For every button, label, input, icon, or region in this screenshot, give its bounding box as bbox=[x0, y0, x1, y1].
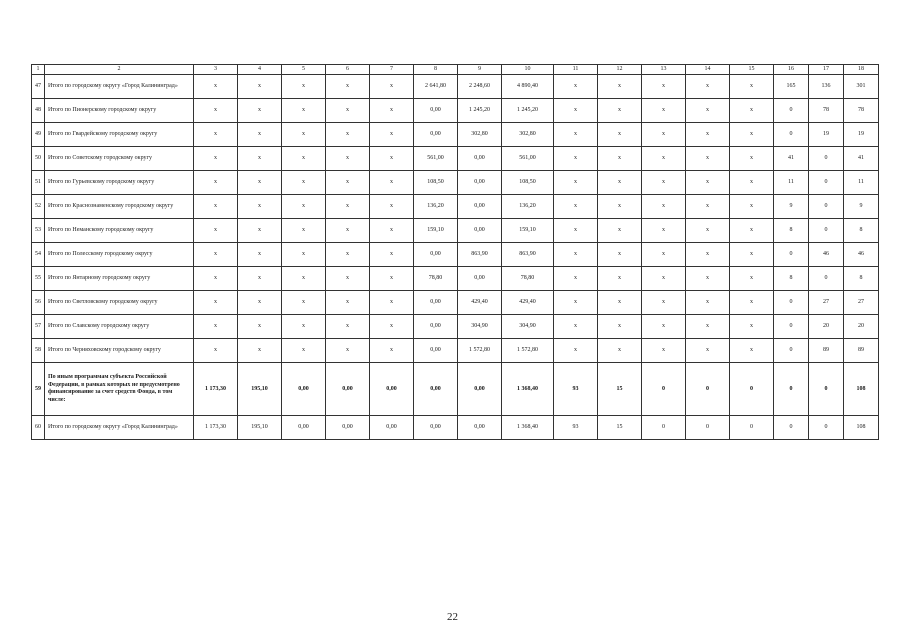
summary-table bbox=[31, 64, 879, 440]
value-cell: х bbox=[326, 123, 370, 147]
value-cell: х bbox=[326, 219, 370, 243]
value-cell: 11 bbox=[844, 171, 879, 195]
value-cell: х bbox=[238, 339, 282, 363]
value-cell: 1 572,80 bbox=[502, 339, 554, 363]
value-cell: х bbox=[282, 291, 326, 315]
row-number-cell: 55 bbox=[32, 267, 45, 291]
column-number-header: 17 bbox=[809, 65, 844, 75]
value-cell: х bbox=[370, 195, 414, 219]
value-cell: х bbox=[282, 339, 326, 363]
value-cell: 0 bbox=[686, 363, 730, 416]
row-name-cell: Итого по городскому округу «Город Калининград» bbox=[45, 416, 194, 440]
value-cell: х bbox=[730, 123, 774, 147]
column-number-header: 11 bbox=[554, 65, 598, 75]
value-cell: х bbox=[686, 339, 730, 363]
value-cell: х bbox=[326, 315, 370, 339]
value-cell: 0 bbox=[809, 219, 844, 243]
value-cell: 0 bbox=[774, 123, 809, 147]
column-number-header: 14 bbox=[686, 65, 730, 75]
data-sheet bbox=[31, 64, 874, 440]
value-cell: 9 bbox=[774, 195, 809, 219]
value-cell: х bbox=[282, 123, 326, 147]
table-row bbox=[32, 123, 879, 147]
value-cell: 0,00 bbox=[414, 416, 458, 440]
value-cell: 108,50 bbox=[414, 171, 458, 195]
table-header-row bbox=[32, 65, 879, 75]
page-number: 22 bbox=[447, 611, 458, 623]
value-cell: 0,00 bbox=[458, 267, 502, 291]
column-number-header: 7 bbox=[370, 65, 414, 75]
value-cell: х bbox=[238, 267, 282, 291]
value-cell: х bbox=[370, 315, 414, 339]
value-cell: 195,10 bbox=[238, 363, 282, 416]
value-cell: 0 bbox=[730, 416, 774, 440]
value-cell: 0 bbox=[686, 416, 730, 440]
value-cell: х bbox=[686, 75, 730, 99]
value-cell: 0 bbox=[730, 363, 774, 416]
value-cell: х bbox=[370, 99, 414, 123]
value-cell: 301 bbox=[844, 75, 879, 99]
table-row bbox=[32, 195, 879, 219]
value-cell: х bbox=[238, 195, 282, 219]
value-cell: х bbox=[326, 75, 370, 99]
value-cell: 89 bbox=[844, 339, 879, 363]
value-cell: х bbox=[282, 267, 326, 291]
row-name-cell: Итого по Гурьевскому городскому округу bbox=[45, 171, 194, 195]
value-cell: 0,00 bbox=[414, 123, 458, 147]
value-cell: 0 bbox=[809, 147, 844, 171]
row-number-cell: 50 bbox=[32, 147, 45, 171]
value-cell: 0 bbox=[809, 267, 844, 291]
table-row bbox=[32, 147, 879, 171]
value-cell: х bbox=[730, 75, 774, 99]
value-cell: 0 bbox=[774, 315, 809, 339]
row-name-cell: Итого по Советскому городскому округу bbox=[45, 147, 194, 171]
value-cell: 78 bbox=[809, 99, 844, 123]
table-body bbox=[32, 65, 879, 440]
value-cell: х bbox=[194, 243, 238, 267]
value-cell: х bbox=[238, 147, 282, 171]
value-cell: х bbox=[730, 291, 774, 315]
value-cell: 9 bbox=[844, 195, 879, 219]
row-number-cell: 49 bbox=[32, 123, 45, 147]
table-row bbox=[32, 363, 879, 416]
value-cell: х bbox=[730, 195, 774, 219]
row-number-cell: 51 bbox=[32, 171, 45, 195]
value-cell: 0 bbox=[774, 416, 809, 440]
column-number-header: 16 bbox=[774, 65, 809, 75]
value-cell: х bbox=[642, 243, 686, 267]
value-cell: х bbox=[554, 195, 598, 219]
value-cell: х bbox=[238, 75, 282, 99]
row-name-cell: Итого по Краснознаменскому городскому округу bbox=[45, 195, 194, 219]
value-cell: х bbox=[642, 219, 686, 243]
value-cell: х bbox=[598, 195, 642, 219]
value-cell: х bbox=[598, 267, 642, 291]
value-cell: х bbox=[370, 147, 414, 171]
value-cell: х bbox=[238, 291, 282, 315]
value-cell: 1 173,30 bbox=[194, 416, 238, 440]
value-cell: х bbox=[686, 147, 730, 171]
value-cell: х bbox=[554, 291, 598, 315]
value-cell: х bbox=[554, 99, 598, 123]
table-row bbox=[32, 267, 879, 291]
row-number-cell: 52 bbox=[32, 195, 45, 219]
value-cell: х bbox=[326, 171, 370, 195]
column-number-header: 2 bbox=[45, 65, 194, 75]
value-cell: 41 bbox=[844, 147, 879, 171]
value-cell: 0,00 bbox=[326, 416, 370, 440]
row-name-cell: Итого по Гвардейскому городскому округу bbox=[45, 123, 194, 147]
row-number-cell: 48 bbox=[32, 99, 45, 123]
row-number-cell: 53 bbox=[32, 219, 45, 243]
value-cell: 302,80 bbox=[458, 123, 502, 147]
value-cell: х bbox=[282, 219, 326, 243]
value-cell: 302,80 bbox=[502, 123, 554, 147]
value-cell: х bbox=[598, 171, 642, 195]
value-cell: 195,10 bbox=[238, 416, 282, 440]
value-cell: 2 641,80 bbox=[414, 75, 458, 99]
row-number-cell: 54 bbox=[32, 243, 45, 267]
value-cell: 0 bbox=[642, 363, 686, 416]
value-cell: 0,00 bbox=[282, 363, 326, 416]
value-cell: 78,80 bbox=[414, 267, 458, 291]
value-cell: 0 bbox=[774, 363, 809, 416]
value-cell: х bbox=[238, 171, 282, 195]
value-cell: х bbox=[282, 147, 326, 171]
value-cell: 89 bbox=[809, 339, 844, 363]
value-cell: 165 bbox=[774, 75, 809, 99]
value-cell: х bbox=[238, 99, 282, 123]
column-number-header: 18 bbox=[844, 65, 879, 75]
value-cell: х bbox=[730, 339, 774, 363]
value-cell: 0,00 bbox=[458, 147, 502, 171]
value-cell: 15 bbox=[598, 416, 642, 440]
value-cell: 0,00 bbox=[458, 363, 502, 416]
value-cell: 0,00 bbox=[370, 416, 414, 440]
value-cell: х bbox=[598, 147, 642, 171]
column-number-header: 5 bbox=[282, 65, 326, 75]
value-cell: х bbox=[598, 243, 642, 267]
value-cell: х bbox=[686, 243, 730, 267]
value-cell: 20 bbox=[844, 315, 879, 339]
value-cell: х bbox=[642, 315, 686, 339]
value-cell: 2 248,60 bbox=[458, 75, 502, 99]
table-row bbox=[32, 99, 879, 123]
value-cell: х bbox=[686, 267, 730, 291]
value-cell: 1 368,40 bbox=[502, 416, 554, 440]
value-cell: 0,00 bbox=[458, 219, 502, 243]
value-cell: х bbox=[554, 339, 598, 363]
row-name-cell: Итого по Черняховскому городскому округу bbox=[45, 339, 194, 363]
row-name-cell: Итого по городскому округу «Город Калининград» bbox=[45, 75, 194, 99]
column-number-header: 8 bbox=[414, 65, 458, 75]
value-cell: х bbox=[194, 195, 238, 219]
value-cell: х bbox=[730, 99, 774, 123]
value-cell: х bbox=[642, 123, 686, 147]
value-cell: х bbox=[598, 123, 642, 147]
row-name-cell: Итого по Славскому городскому округу bbox=[45, 315, 194, 339]
value-cell: х bbox=[730, 243, 774, 267]
value-cell: х bbox=[370, 267, 414, 291]
column-number-header: 12 bbox=[598, 65, 642, 75]
value-cell: 0,00 bbox=[414, 363, 458, 416]
value-cell: 27 bbox=[844, 291, 879, 315]
value-cell: 46 bbox=[809, 243, 844, 267]
value-cell: 0,00 bbox=[282, 416, 326, 440]
value-cell: х bbox=[554, 219, 598, 243]
column-number-header: 3 bbox=[194, 65, 238, 75]
value-cell: 93 bbox=[554, 416, 598, 440]
value-cell: 0,00 bbox=[414, 99, 458, 123]
value-cell: 0,00 bbox=[458, 171, 502, 195]
value-cell: 0,00 bbox=[458, 195, 502, 219]
value-cell: 19 bbox=[844, 123, 879, 147]
column-number-header: 9 bbox=[458, 65, 502, 75]
value-cell: х bbox=[282, 75, 326, 99]
value-cell: х bbox=[194, 99, 238, 123]
value-cell: 304,90 bbox=[458, 315, 502, 339]
value-cell: х bbox=[730, 147, 774, 171]
column-number-header: 10 bbox=[502, 65, 554, 75]
value-cell: х bbox=[370, 75, 414, 99]
value-cell: 0 bbox=[809, 416, 844, 440]
value-cell: 0 bbox=[774, 99, 809, 123]
value-cell: 8 bbox=[844, 219, 879, 243]
value-cell: х bbox=[554, 267, 598, 291]
value-cell: 108 bbox=[844, 363, 879, 416]
value-cell: х bbox=[370, 339, 414, 363]
row-number-cell: 56 bbox=[32, 291, 45, 315]
table-row bbox=[32, 219, 879, 243]
value-cell: 0,00 bbox=[458, 416, 502, 440]
value-cell: х bbox=[238, 219, 282, 243]
value-cell: 561,00 bbox=[502, 147, 554, 171]
value-cell: х bbox=[326, 267, 370, 291]
row-number-cell: 60 bbox=[32, 416, 45, 440]
value-cell: х bbox=[554, 123, 598, 147]
table-row bbox=[32, 416, 879, 440]
value-cell: х bbox=[554, 147, 598, 171]
value-cell: х bbox=[598, 75, 642, 99]
value-cell: 0 bbox=[774, 243, 809, 267]
row-name-cell: Итого по Светловскому городскому округу bbox=[45, 291, 194, 315]
column-number-header: 4 bbox=[238, 65, 282, 75]
value-cell: х bbox=[326, 99, 370, 123]
row-number-cell: 47 bbox=[32, 75, 45, 99]
value-cell: 304,90 bbox=[502, 315, 554, 339]
value-cell: х bbox=[282, 243, 326, 267]
value-cell: 4 890,40 bbox=[502, 75, 554, 99]
value-cell: 0 bbox=[809, 171, 844, 195]
column-number-header: 6 bbox=[326, 65, 370, 75]
value-cell: х bbox=[686, 219, 730, 243]
value-cell: 27 bbox=[809, 291, 844, 315]
value-cell: х bbox=[642, 291, 686, 315]
value-cell: х bbox=[642, 267, 686, 291]
row-name-cell: Итого по Янтарному городскому округу bbox=[45, 267, 194, 291]
value-cell: х bbox=[194, 315, 238, 339]
value-cell: х bbox=[598, 291, 642, 315]
value-cell: 41 bbox=[774, 147, 809, 171]
value-cell: 108 bbox=[844, 416, 879, 440]
value-cell: х bbox=[686, 123, 730, 147]
value-cell: х bbox=[326, 243, 370, 267]
value-cell: х bbox=[194, 123, 238, 147]
value-cell: х bbox=[326, 291, 370, 315]
table-row bbox=[32, 339, 879, 363]
value-cell: 1 572,80 bbox=[458, 339, 502, 363]
table-row bbox=[32, 243, 879, 267]
value-cell: х bbox=[686, 171, 730, 195]
value-cell: х bbox=[642, 339, 686, 363]
value-cell: 0 bbox=[809, 195, 844, 219]
value-cell: 0,00 bbox=[414, 339, 458, 363]
value-cell: х bbox=[282, 99, 326, 123]
value-cell: 1 245,20 bbox=[458, 99, 502, 123]
value-cell: 0,00 bbox=[326, 363, 370, 416]
value-cell: х bbox=[326, 195, 370, 219]
value-cell: х bbox=[642, 195, 686, 219]
value-cell: х bbox=[598, 339, 642, 363]
value-cell: 0 bbox=[809, 363, 844, 416]
value-cell: х bbox=[686, 291, 730, 315]
row-name-cell: Итого по Полесскому городскому округу bbox=[45, 243, 194, 267]
value-cell: х bbox=[370, 243, 414, 267]
value-cell: 0 bbox=[774, 339, 809, 363]
value-cell: 0 bbox=[774, 291, 809, 315]
value-cell: х bbox=[686, 315, 730, 339]
value-cell: 93 bbox=[554, 363, 598, 416]
value-cell: 0,00 bbox=[370, 363, 414, 416]
value-cell: х bbox=[642, 75, 686, 99]
value-cell: х bbox=[598, 219, 642, 243]
value-cell: 159,10 bbox=[414, 219, 458, 243]
value-cell: х bbox=[194, 219, 238, 243]
value-cell: х bbox=[554, 243, 598, 267]
value-cell: х bbox=[282, 171, 326, 195]
value-cell: 429,40 bbox=[502, 291, 554, 315]
row-name-cell: Итого по Неманскому городскому округу bbox=[45, 219, 194, 243]
value-cell: х bbox=[194, 75, 238, 99]
value-cell: х bbox=[730, 219, 774, 243]
value-cell: х bbox=[686, 99, 730, 123]
value-cell: 863,90 bbox=[458, 243, 502, 267]
value-cell: х bbox=[326, 147, 370, 171]
value-cell: х bbox=[238, 123, 282, 147]
value-cell: х bbox=[370, 291, 414, 315]
value-cell: х bbox=[238, 315, 282, 339]
value-cell: х bbox=[686, 195, 730, 219]
value-cell: х bbox=[598, 315, 642, 339]
value-cell: х bbox=[282, 315, 326, 339]
value-cell: х bbox=[642, 99, 686, 123]
value-cell: 78 bbox=[844, 99, 879, 123]
table-row bbox=[32, 291, 879, 315]
value-cell: 20 bbox=[809, 315, 844, 339]
value-cell: х bbox=[370, 171, 414, 195]
value-cell: х bbox=[238, 243, 282, 267]
value-cell: х bbox=[326, 339, 370, 363]
value-cell: 1 368,40 bbox=[502, 363, 554, 416]
table-row bbox=[32, 171, 879, 195]
value-cell: х bbox=[554, 315, 598, 339]
value-cell: х bbox=[554, 75, 598, 99]
value-cell: х bbox=[598, 99, 642, 123]
value-cell: 561,00 bbox=[414, 147, 458, 171]
value-cell: х bbox=[194, 291, 238, 315]
table-row bbox=[32, 75, 879, 99]
value-cell: х bbox=[642, 147, 686, 171]
value-cell: 46 bbox=[844, 243, 879, 267]
value-cell: 8 bbox=[774, 219, 809, 243]
value-cell: 0 bbox=[642, 416, 686, 440]
row-number-cell: 57 bbox=[32, 315, 45, 339]
value-cell: 0,00 bbox=[414, 315, 458, 339]
column-number-header: 13 bbox=[642, 65, 686, 75]
value-cell: х bbox=[730, 267, 774, 291]
value-cell: 78,80 bbox=[502, 267, 554, 291]
value-cell: х bbox=[554, 171, 598, 195]
value-cell: 863,90 bbox=[502, 243, 554, 267]
row-number-cell: 58 bbox=[32, 339, 45, 363]
value-cell: 8 bbox=[774, 267, 809, 291]
value-cell: 19 bbox=[809, 123, 844, 147]
value-cell: х bbox=[370, 123, 414, 147]
value-cell: 1 173,30 bbox=[194, 363, 238, 416]
column-number-header: 15 bbox=[730, 65, 774, 75]
value-cell: х bbox=[282, 195, 326, 219]
value-cell: 1 245,20 bbox=[502, 99, 554, 123]
value-cell: 136,20 bbox=[502, 195, 554, 219]
value-cell: х bbox=[642, 171, 686, 195]
value-cell: х bbox=[194, 267, 238, 291]
column-number-header: 1 bbox=[32, 65, 45, 75]
value-cell: 429,40 bbox=[458, 291, 502, 315]
value-cell: 136,20 bbox=[414, 195, 458, 219]
row-number-cell: 59 bbox=[32, 363, 45, 416]
value-cell: х bbox=[194, 339, 238, 363]
value-cell: 136 bbox=[809, 75, 844, 99]
value-cell: 0,00 bbox=[414, 291, 458, 315]
value-cell: х bbox=[194, 171, 238, 195]
value-cell: х bbox=[194, 147, 238, 171]
value-cell: 11 bbox=[774, 171, 809, 195]
value-cell: 108,50 bbox=[502, 171, 554, 195]
value-cell: 15 bbox=[598, 363, 642, 416]
value-cell: х bbox=[730, 171, 774, 195]
value-cell: 8 bbox=[844, 267, 879, 291]
value-cell: 159,10 bbox=[502, 219, 554, 243]
table-row bbox=[32, 315, 879, 339]
value-cell: х bbox=[730, 315, 774, 339]
value-cell: 0,00 bbox=[414, 243, 458, 267]
row-name-cell: По иным программам субъекта Российской Федерации, в рамках которых не предусмотрено финансирование за счет средств Фонда, в том числе: bbox=[45, 363, 194, 416]
row-name-cell: Итого по Пионерскому городскому округу bbox=[45, 99, 194, 123]
value-cell: х bbox=[370, 219, 414, 243]
